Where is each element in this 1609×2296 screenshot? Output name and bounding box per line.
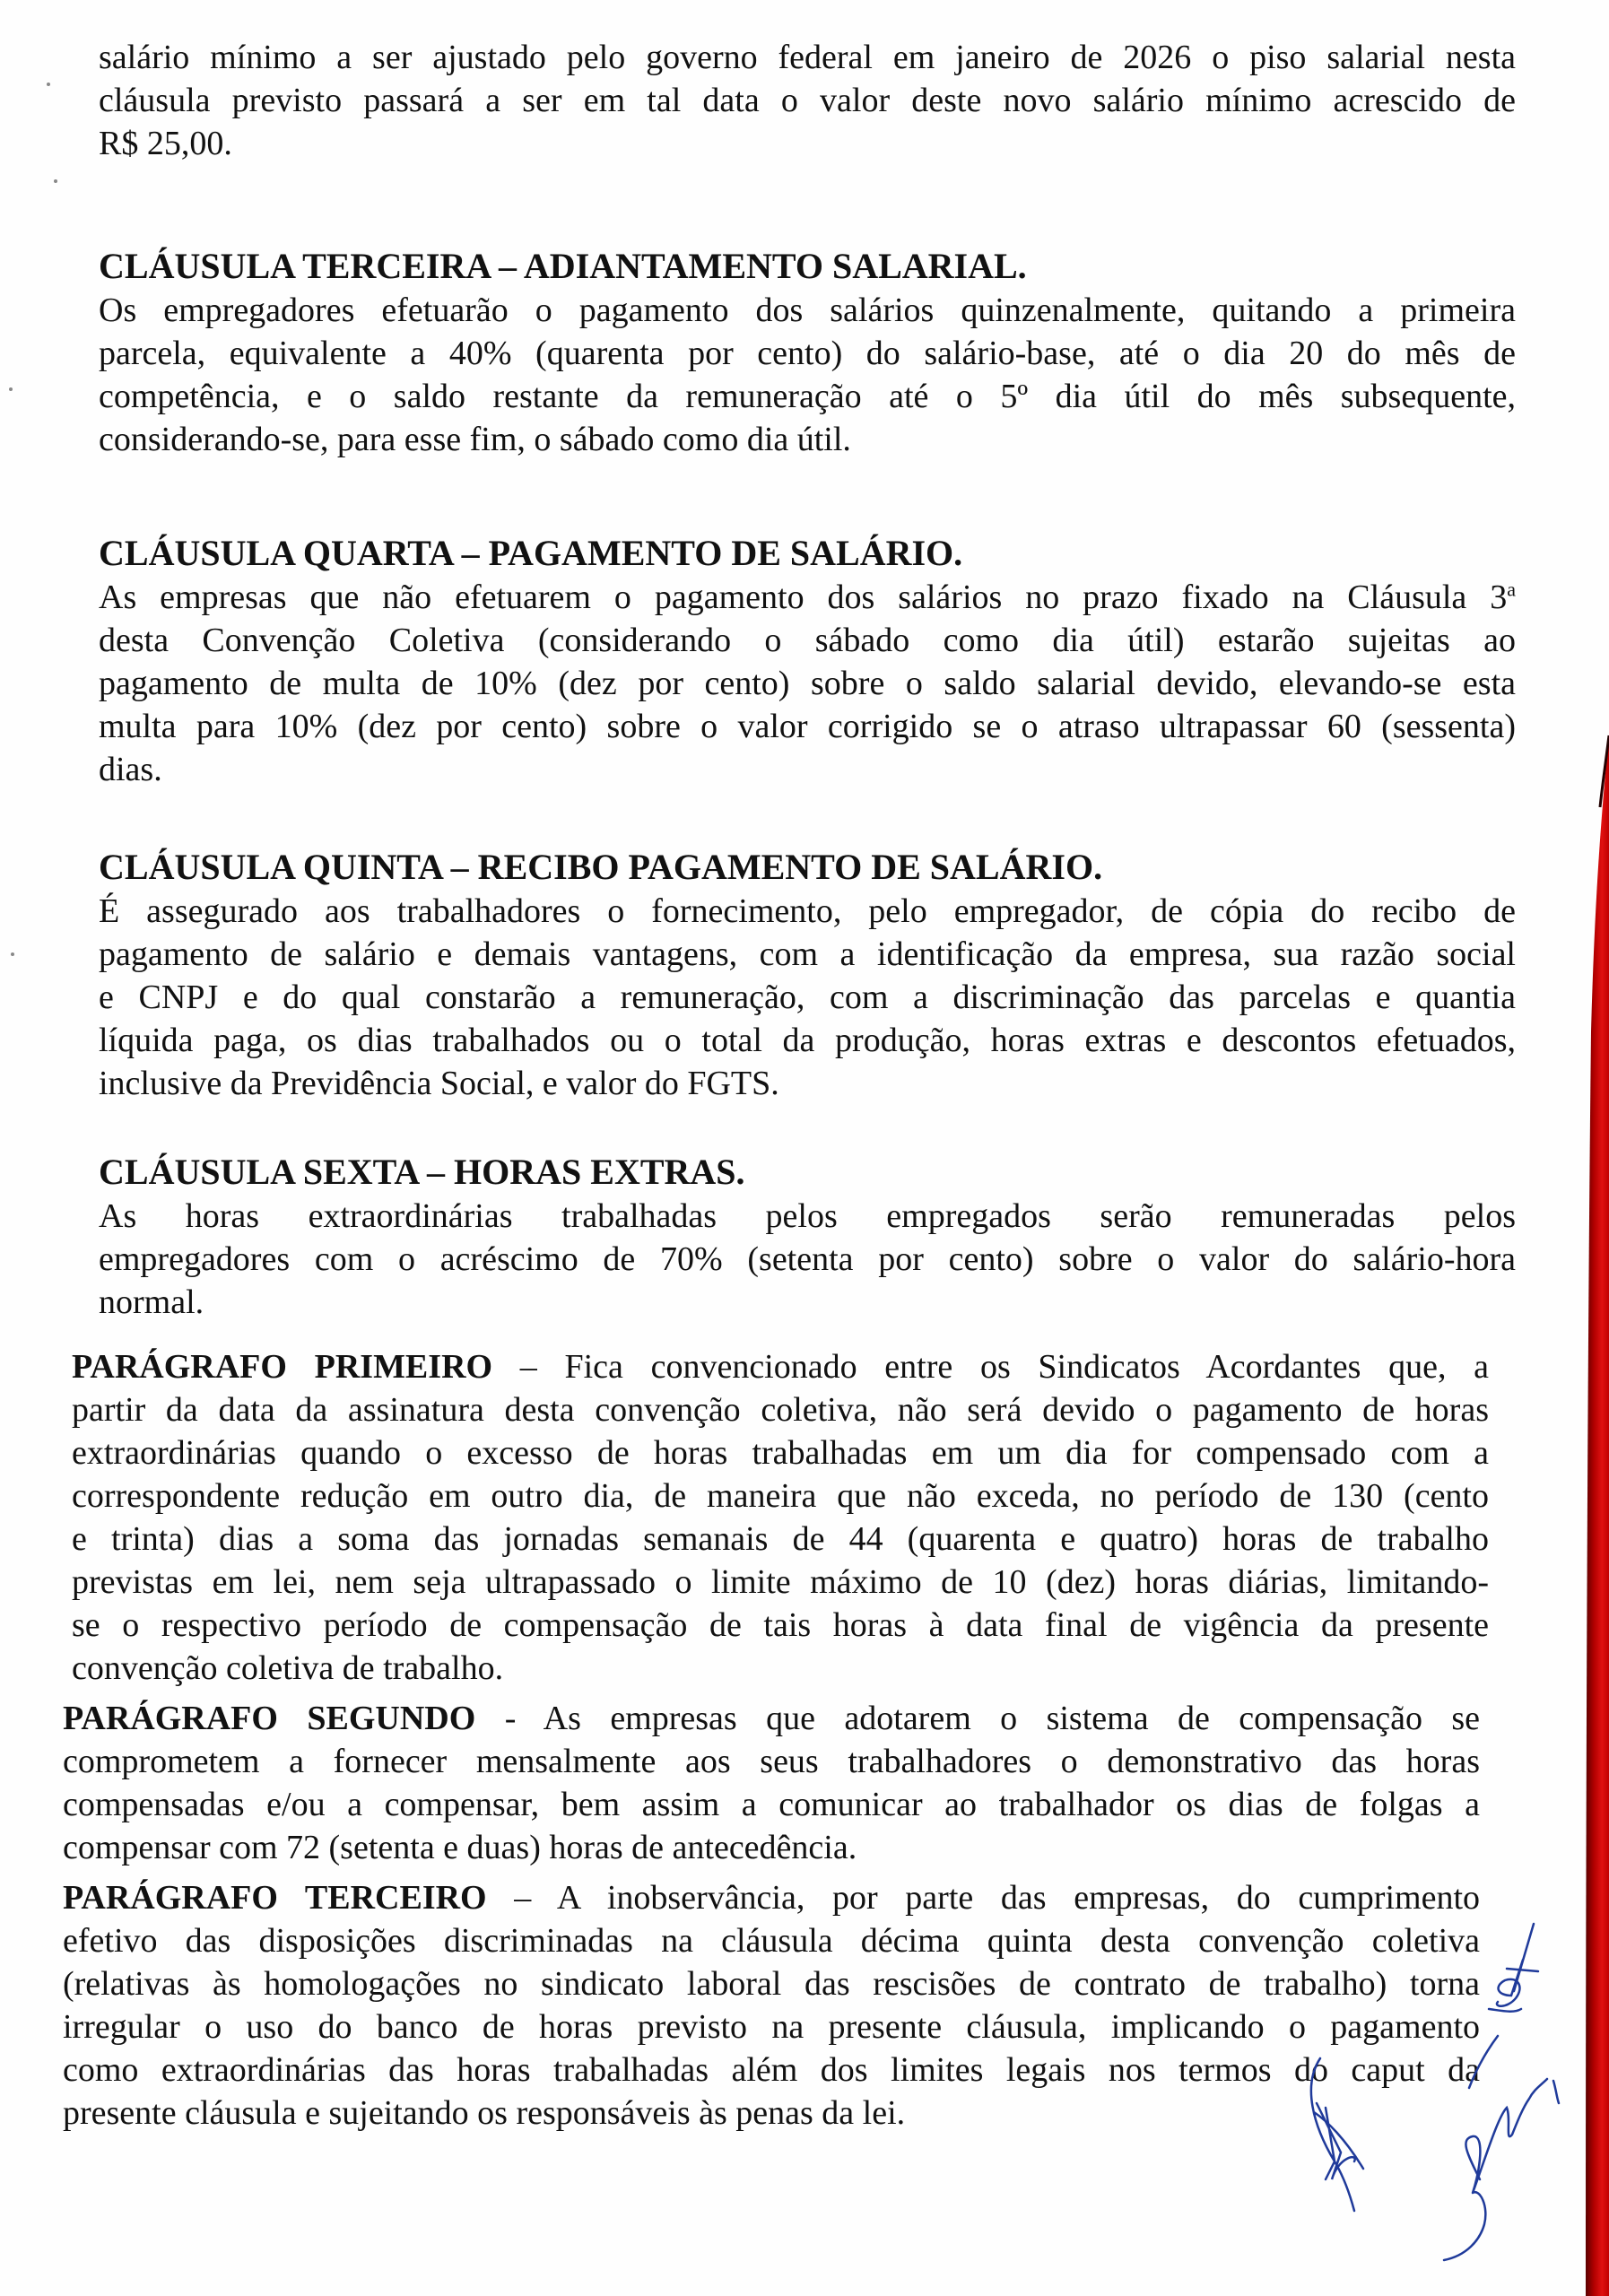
text-line: [72, 1345, 1489, 1388]
text-line: Os empregadores efetuarão o pagamento dos salários quinzenalmente, quitando a primeira: [99, 291, 1516, 329]
signature-initials-2: [1311, 2058, 1363, 2211]
text-line: salário mínimo a ser ajustado pelo governo federal em janeiro de 2026 o piso salarial nesta: [99, 39, 1516, 76]
separator: -: [475, 1700, 544, 1737]
text-line: parcela, equivalente a 40% (quarenta por cento) do salário-base, até o dia 20 do mês de: [99, 335, 1516, 372]
text-line: como extraordinárias das horas trabalhadas além dos limites legais nos termos do caput da: [63, 2051, 1480, 2089]
separator: –: [492, 1348, 565, 1386]
signature-group: [1238, 1883, 1609, 2296]
paragraph-label: PARÁGRAFO SEGUNDO: [63, 1700, 476, 1737]
text-line: convenção coletiva de trabalho.: [72, 1649, 504, 1687]
paragraph-label: PARÁGRAFO TERCEIRO: [63, 1879, 487, 1917]
text-line: presente cláusula e sujeitando os responsáveis às penas da lei.: [63, 2094, 906, 2132]
text-line: considerando-se, para esse fim, o sábado como dia útil.: [99, 421, 851, 458]
text-line: e CNPJ e do qual constarão a remuneração, com a discriminação das parcelas e quantia: [99, 978, 1516, 1016]
paragraph-label: PARÁGRAFO PRIMEIRO: [72, 1348, 493, 1386]
line-text: As empresas que não efetuarem o pagamento dos salários no prazo fixado na Cláusula 3: [99, 578, 1508, 616]
text-line: comprometem a fornecer mensalmente aos seus trabalhadores o demonstrativo das horas: [63, 1743, 1480, 1780]
line-text: A inobservância, por parte das empresas, do cumprimento: [556, 1879, 1481, 1917]
text-line: (relativas às homologações no sindicato laboral das rescisões de contrato de trabalho) torna: [63, 1965, 1480, 2003]
text-line: compensadas e/ou a compensar, bem assim a comunicar ao trabalhador os dias de folgas a: [63, 1786, 1480, 1823]
text-line: líquida paga, os dias trabalhados ou o total da produção, horas extras e descontos efetuados,: [99, 1022, 1516, 1059]
text-line: dias.: [99, 751, 162, 788]
text-line: cláusula previsto passará a ser em tal data o valor deste novo salário mínimo acrescido de: [99, 82, 1516, 119]
text-line: [63, 1697, 1480, 1740]
clause-sexta: [99, 1150, 1516, 1324]
margin-speck: [47, 83, 50, 86]
margin-speck: [9, 387, 13, 391]
paragraph-primeiro: [72, 1345, 1489, 1690]
margin-speck: [54, 179, 57, 183]
text-line: [99, 576, 1516, 619]
signature-initials-1: [1489, 1924, 1538, 2012]
paragraph-segundo: [63, 1697, 1480, 1869]
clause-terceira: [99, 244, 1516, 461]
line-text: Fica convencionado entre os Sindicatos Acordantes que, a: [564, 1348, 1490, 1386]
text-line: pagamento de salário e demais vantagens, com a identificação da empresa, sua razão social: [99, 935, 1516, 973]
text-line: multa para 10% (dez por cento) sobre o valor corrigido se o atraso ultrapassar 60 (sessenta): [99, 708, 1516, 745]
clause-quinta: [99, 845, 1516, 1105]
text-line: partir da data da assinatura desta convenção coletiva, não será devido o pagamento de horas: [72, 1391, 1489, 1429]
clause-quarta: [99, 531, 1516, 791]
superscript: a: [1507, 578, 1516, 601]
text-line: normal.: [99, 1283, 204, 1321]
text-line: efetivo das disposições discriminadas na cláusula décima quinta desta convenção coletiva: [63, 1922, 1480, 1960]
line-text: As empresas que adotarem o sistema de compensação se: [543, 1700, 1481, 1737]
text-line: É assegurado aos trabalhadores o fornecimento, pelo empregador, de cópia do recibo de: [99, 892, 1516, 930]
clause-heading: CLÁUSULA QUARTA – PAGAMENTO DE SALÁRIO.: [99, 533, 963, 573]
text-line: As horas extraordinárias trabalhadas pelos empregados serão remuneradas pelos: [99, 1197, 1516, 1235]
clause-heading: CLÁUSULA QUINTA – RECIBO PAGAMENTO DE SALÁRIO.: [99, 847, 1103, 887]
text-line: R$ 25,00.: [99, 125, 232, 162]
text-line: competência, e o saldo restante da remuneração até o 5º dia útil do mês subsequente,: [99, 378, 1516, 415]
text-line: previstas em lei, nem seja ultrapassado o limite máximo de 10 (dez) horas diárias, limitando-: [72, 1563, 1489, 1601]
text-line: extraordinárias quando o excesso de horas trabalhadas em um dia for compensado com a: [72, 1434, 1489, 1472]
text-line: e trinta) dias a soma das jornadas semanais de 44 (quarenta e quatro) horas de trabalho: [72, 1520, 1489, 1558]
margin-speck: [11, 952, 14, 956]
text-line: desta Convenção Coletiva (considerando o sábado como dia útil) estarão sujeitas ao: [99, 622, 1516, 659]
text-line: pagamento de multa de 10% (dez por cento) sobre o saldo salarial devido, elevando-se esta: [99, 665, 1516, 702]
intro-continuation: [99, 36, 1516, 165]
clause-heading: CLÁUSULA SEXTA – HORAS EXTRAS.: [99, 1152, 745, 1192]
text-line: empregadores com o acréscimo de 70% (setenta por cento) sobre o valor do salário-hora: [99, 1240, 1516, 1278]
signature-rubric-3: [1444, 2036, 1559, 2260]
clause-heading: CLÁUSULA TERCEIRA – ADIANTAMENTO SALARIAL.: [99, 246, 1027, 286]
text-line: inclusive da Previdência Social, e valor do FGTS.: [99, 1065, 779, 1102]
text-line: correspondente redução em outro dia, de maneira que não exceda, no período de 130 (cento: [72, 1477, 1489, 1515]
text-line: se o respectivo período de compensação de tais horas à data final de vigência da presente: [72, 1606, 1489, 1644]
text-line: compensar com 72 (setenta e duas) horas de antecedência.: [63, 1829, 857, 1866]
text-line: irregular o uso do banco de horas previsto na presente cláusula, implicando o pagamento: [63, 2008, 1480, 2046]
separator: –: [486, 1879, 557, 1917]
